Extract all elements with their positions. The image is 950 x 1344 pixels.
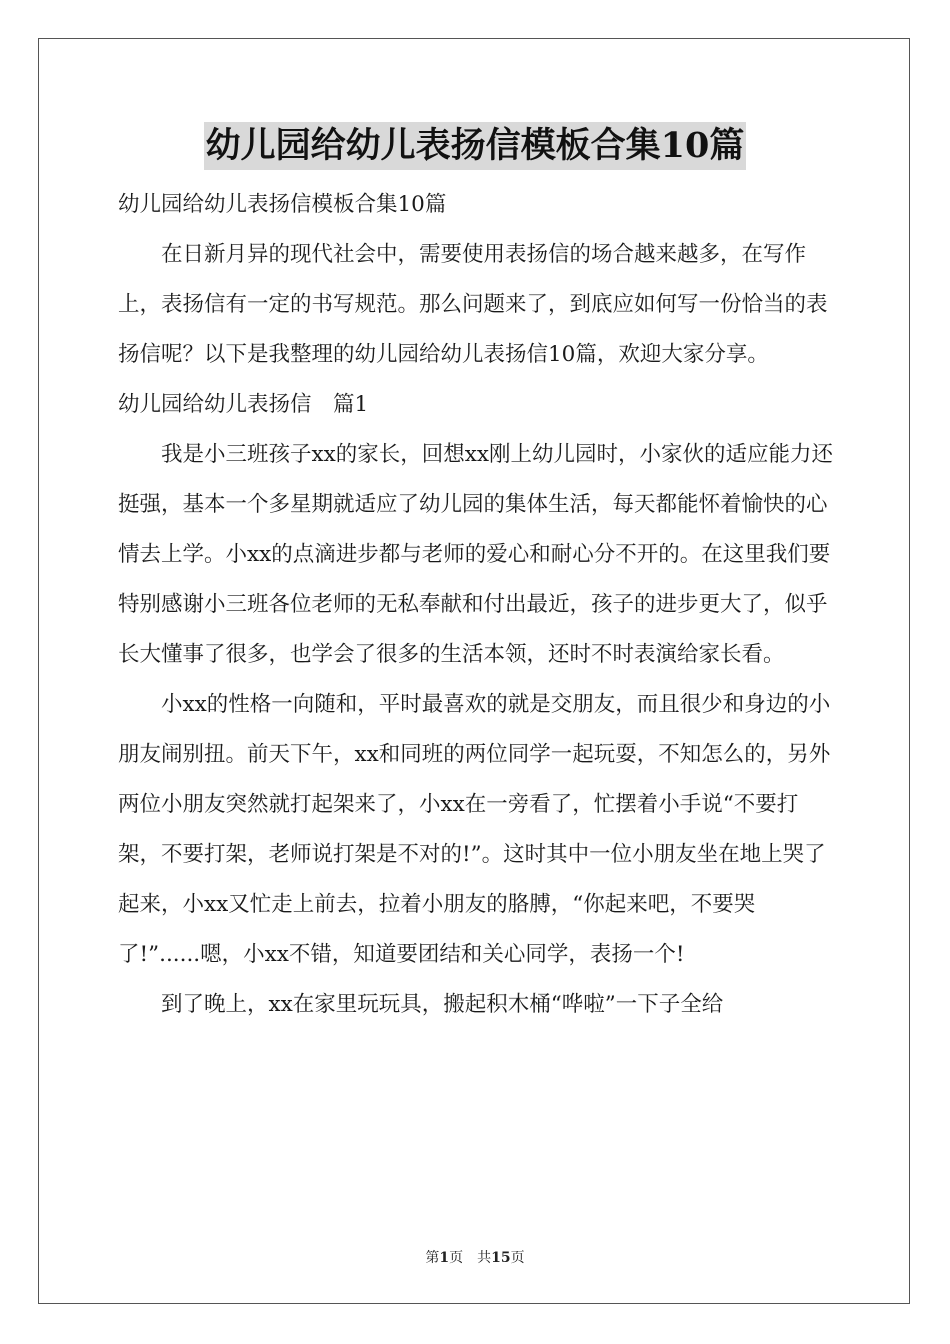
total-page-count: 15 xyxy=(491,1250,511,1266)
page-label-prefix: 第 xyxy=(425,1250,440,1266)
body-paragraph: 小xx的性格一向随和，平时最喜欢的就是交朋友，而且很少和身边的小朋友闹别扭。前天下午，xx和同班的两位同学一起玩耍，不知怎么的，另外两位小朋友突然就打起架来了，小xx在一旁看了，忙摆着小手说“不要打架，不要打架，老师说打架是不对的!”。这时其中一位小朋友坐在地上哭了起来，小xx又忙走上前去，拉着小朋友的胳膊，“你起来吧，不要哭了!”......嗯，小xx不错，知道要团结和关心同学，表扬一个! xyxy=(118,692,831,967)
document-title xyxy=(0,122,950,170)
page-footer xyxy=(0,1247,950,1267)
page-label-mid: 页 共 xyxy=(449,1250,492,1266)
body-paragraph: 我是小三班孩子xx的家长，回想xx刚上幼儿园时，小家伙的适应能力还挺强，基本一个多星期就适应了幼儿园的集体生活，每天都能怀着愉快的心情去上学。小xx的点滴进步都与老师的爱心和耐心分不开的。在这里我们要特别感谢小三班各位老师的无私奉献和付出最近，孩子的进步更大了，似乎长大懂事了很多，也学会了很多的生活本领，还时不时表演给家长看。 xyxy=(118,442,834,667)
current-page-number: 1 xyxy=(439,1250,450,1266)
document-title-text: 幼儿园给幼儿表扬信模板合集10篇 xyxy=(204,122,747,170)
section-heading: 幼儿园给幼儿表扬信 篇1 xyxy=(118,392,369,417)
page-label-suffix: 页 xyxy=(510,1250,525,1266)
document-subtitle: 幼儿园给幼儿表扬信模板合集10篇 xyxy=(118,192,447,217)
body-paragraph: 到了晚上，xx在家里玩玩具，搬起积木桶“哗啦”一下子全给 xyxy=(161,992,724,1017)
intro-paragraph: 在日新月异的现代社会中，需要使用表扬信的场合越来越多，在写作上，表扬信有一定的书写规范。那么问题来了，到底应如何写一份恰当的表扬信呢？以下是我整理的幼儿园给幼儿表扬信10篇，欢迎大家分享。 xyxy=(118,242,828,367)
document-body xyxy=(118,180,836,1030)
